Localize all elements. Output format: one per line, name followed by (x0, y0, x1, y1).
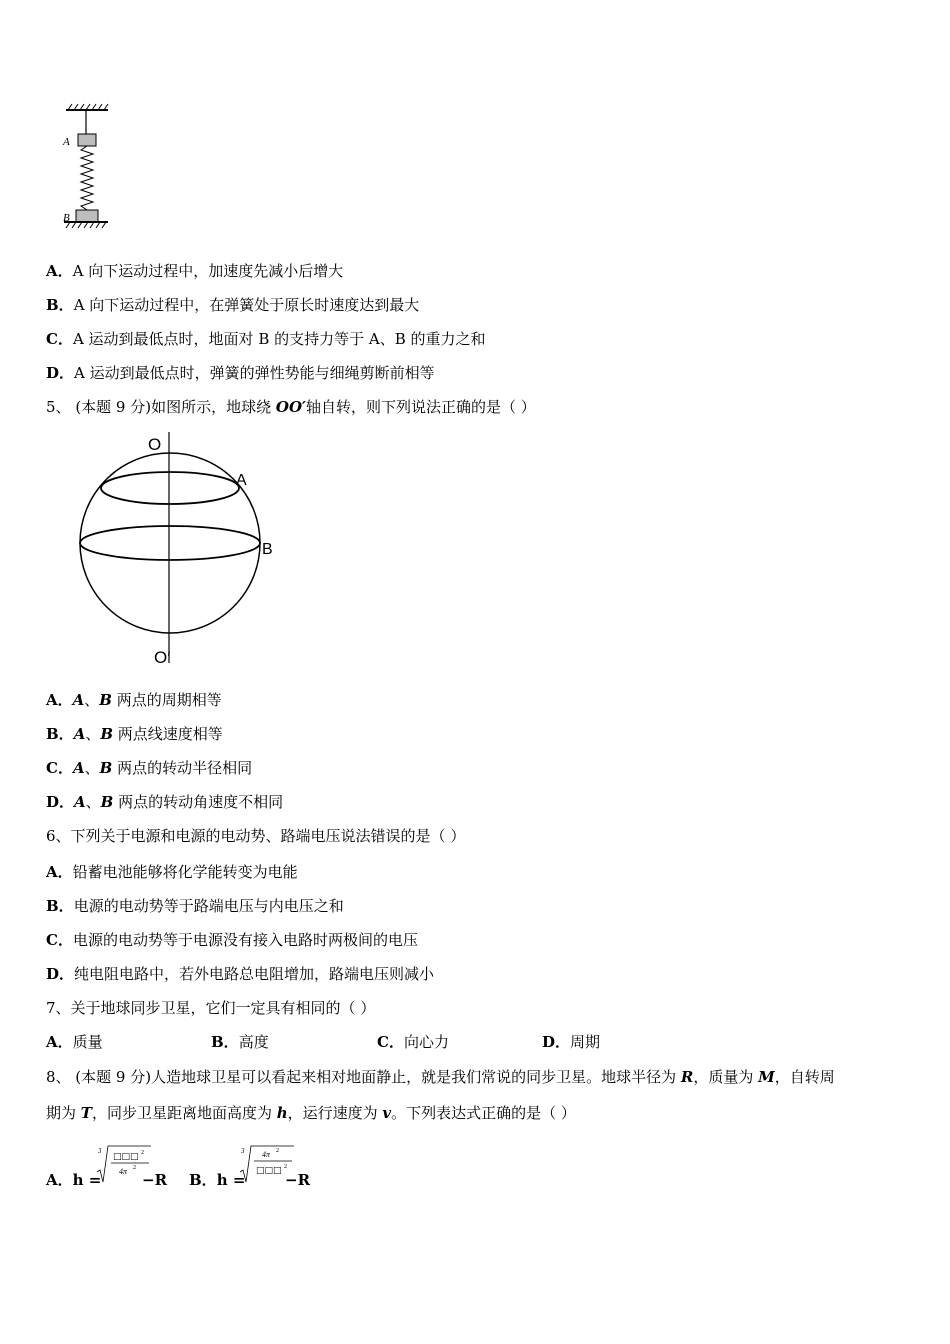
earth-label-o-top: O (148, 435, 162, 454)
svg-text:2: 2 (133, 1165, 136, 1171)
q5-stem: 5、 (本题 9 分)如图所示，地球绕 OO′轴自转，则下列说法正确的是（ ） (46, 398, 536, 416)
q6-stem: 6、下列关于电源和电源的电动势、路端电压说法错误的是（ ） (46, 827, 466, 845)
earth-label-o-bottom: O′ (154, 648, 171, 667)
q4-option-a[interactable]: A．A 向下运动过程中，加速度先减小后增大 (46, 262, 344, 280)
earth-figure (70, 428, 290, 673)
spring-label-a: A (63, 136, 70, 148)
svg-text:□□□: □□□ (113, 1152, 139, 1162)
svg-text:4π: 4π (119, 1167, 128, 1176)
q4-option-b[interactable]: B．A 向下运动过程中，在弹簧处于原长时速度达到最大 (46, 296, 420, 314)
q5-option-b[interactable]: B．A、B 两点线速度相等 (46, 725, 223, 743)
q5-option-a[interactable]: A．A、B 两点的周期相等 (46, 691, 222, 709)
q4-option-d[interactable]: D．A 运动到最低点时，弹簧的弹性势能与细绳剪断前相等 (46, 364, 435, 382)
earth-label-a: A (236, 472, 247, 489)
svg-text:2: 2 (141, 1150, 144, 1156)
svg-text:3: 3 (241, 1147, 245, 1155)
q8-option-a-tail: −R (142, 1171, 168, 1189)
q8-option-a[interactable]: A．h = (46, 1171, 102, 1189)
q8-stem-line1: 8、 (本题 9 分)人造地球卫星可以看起来相对地面静止，就是我们常说的同步卫星。地球半径为 R，质量为 M，自转周 (46, 1068, 835, 1086)
earth-label-b: B (262, 541, 273, 558)
svg-text:□□□: □□□ (256, 1166, 282, 1176)
spring-label-b: B (63, 212, 70, 224)
svg-text:2: 2 (276, 1148, 279, 1154)
q8-option-b-tail: −R (285, 1171, 311, 1189)
svg-text:3: 3 (98, 1147, 102, 1155)
q6-option-b[interactable]: B．电源的电动势等于路端电压与内电压之和 (46, 897, 344, 915)
q7-option-d[interactable]: D．周期 (542, 1033, 601, 1051)
q5-option-c[interactable]: C．A、B 两点的转动半径相同 (46, 759, 253, 777)
spring-figure (58, 100, 118, 230)
q7-option-a[interactable]: A．质量 (46, 1033, 103, 1051)
q4-option-c[interactable]: C．A 运动到最低点时，地面对 B 的支持力等于 A、B 的重力之和 (46, 330, 486, 348)
q5-option-d[interactable]: D．A、B 两点的转动角速度不相同 (46, 793, 284, 811)
q7-stem: 7、关于地球同步卫星，它们一定具有相同的（ ） (46, 999, 376, 1017)
q6-option-a[interactable]: A．铅蓄电池能够将化学能转变为电能 (46, 863, 298, 881)
q6-option-c[interactable]: C．电源的电动势等于电源没有接入电路时两极间的电压 (46, 931, 418, 949)
svg-text:4π: 4π (262, 1150, 271, 1159)
q7-option-c[interactable]: C．向心力 (377, 1033, 449, 1051)
q6-option-d[interactable]: D．纯电阻电路中，若外电路总电阻增加，路端电压则减小 (46, 965, 435, 983)
q8-option-b[interactable]: B．h = (189, 1171, 246, 1189)
q7-option-b[interactable]: B．高度 (211, 1033, 269, 1051)
svg-text:2: 2 (284, 1164, 287, 1170)
q8-stem-line2: 期为 T，同步卫星距离地面高度为 h，运行速度为 v。下列表达式正确的是（ ） (46, 1104, 576, 1122)
